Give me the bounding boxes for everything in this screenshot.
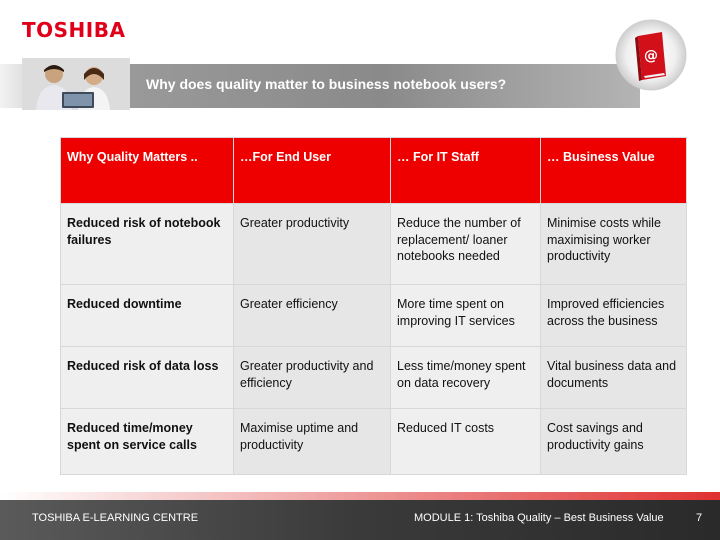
table-cell: Less time/money spent on data recovery [391,347,541,409]
column-header: … For IT Staff [391,138,541,204]
column-header: Why Quality Matters .. [61,138,234,204]
svg-text:@: @ [644,48,658,64]
table-cell: Maximise uptime and productivity [234,409,391,475]
table-cell: Minimise costs while maximising worker productivity [541,204,687,285]
table-cell: Reduced risk of notebook failures [61,204,234,285]
page-number: 7 [696,512,703,524]
table-cell: Greater productivity and efficiency [234,347,391,409]
email-book-icon [614,18,688,92]
table-cell: Reduced downtime [61,285,234,347]
table-cell: Cost savings and productivity gains [541,409,687,475]
table-cell: Reduced IT costs [391,409,541,475]
table-cell: Greater efficiency [234,285,391,347]
table-cell: Reduced risk of data loss [61,347,234,409]
table-cell: Greater productivity [234,204,391,285]
slide-title: Why does quality matter to business notebook users? [146,76,507,92]
footer-centre-name: TOSHIBA E-LEARNING CENTRE [32,512,199,524]
column-header: …For End User [234,138,391,204]
business-users-photo [22,58,130,110]
toshiba-logo: TOSHIBA [22,18,126,42]
table-row [61,347,687,409]
table-row [61,285,687,347]
table-cell: Reduced time/money spent on service calls [61,409,234,475]
table-cell: Vital business data and documents [541,347,687,409]
quality-table [60,137,687,475]
table-cell: More time spent on improving IT services [391,285,541,347]
table-cell: Reduce the number of replacement/ loaner notebooks needed [391,204,541,285]
table-row [61,409,687,475]
table-cell: Improved efficiencies across the business [541,285,687,347]
column-header: … Business Value [541,138,687,204]
footer-module-title: MODULE 1: Toshiba Quality – Best Business Value [414,512,664,524]
table-header-row [61,138,687,204]
table-row [61,204,687,285]
